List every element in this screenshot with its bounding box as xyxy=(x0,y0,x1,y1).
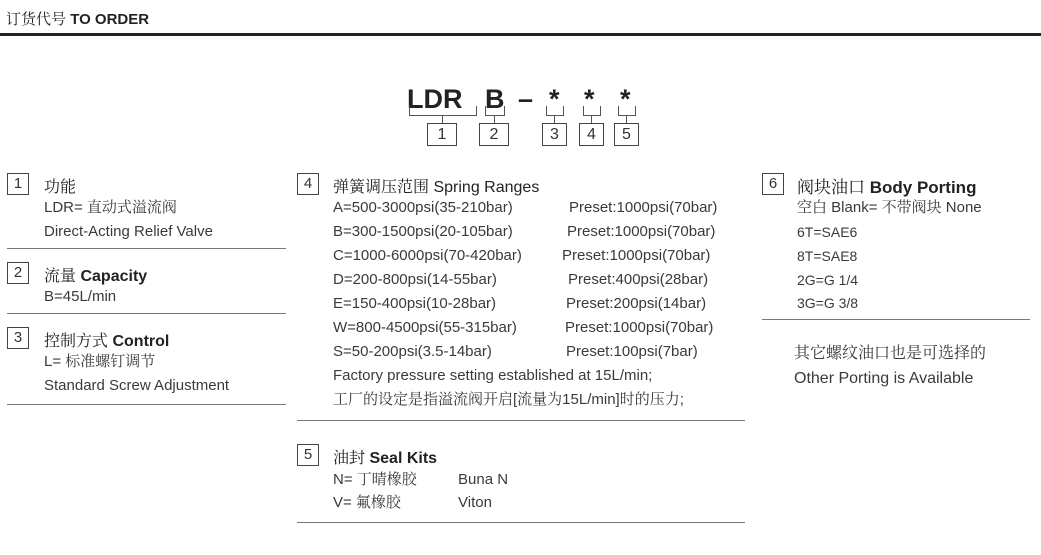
spring-range: E=150-400psi(10-28bar) xyxy=(333,295,497,312)
seal-divider xyxy=(297,522,745,523)
page-title xyxy=(6,8,149,29)
bracket-1 xyxy=(409,106,477,116)
stem-4 xyxy=(591,115,592,123)
bracket-4 xyxy=(583,106,601,116)
spring-range: S=50-200psi(3.5-14bar) xyxy=(333,343,492,360)
porting-line-1: 空白 Blank= 不带阀块 None xyxy=(797,199,982,216)
code-number-1: 1 xyxy=(427,123,457,146)
spring-note-cn: 工厂的设定是指溢流阀开启[流量为15L/min]时的压力; xyxy=(333,391,684,408)
seal-code: V= 氟橡胶 xyxy=(333,494,401,511)
title-en: TO ORDER xyxy=(70,11,150,28)
spring-row xyxy=(333,317,753,339)
code-part-star-5: * xyxy=(620,84,631,114)
porting-title: 阀块油口 Body Porting xyxy=(797,178,977,197)
header-divider xyxy=(0,33,1041,36)
spring-preset: Preset:100psi(7bar) xyxy=(566,343,698,360)
bracket-2 xyxy=(485,106,505,116)
porting-note-en: Other Porting is Available xyxy=(794,370,974,387)
spring-range: C=1000-6000psi(70-420bar) xyxy=(333,247,522,264)
control-divider xyxy=(7,404,286,405)
code-part-dash: – xyxy=(518,84,534,114)
control-line-1: L= 标准螺钉调节 xyxy=(44,353,156,370)
bracket-5 xyxy=(618,106,636,116)
function-title: 功能 xyxy=(44,179,77,196)
seal-code: N= 丁晴橡胶 xyxy=(333,471,417,488)
bracket-3 xyxy=(546,106,564,116)
title-cn: 订货代号 xyxy=(6,11,67,28)
porting-line-3: 8T=SAE8 xyxy=(797,248,858,264)
stem-3 xyxy=(554,115,555,123)
porting-line-2: 6T=SAE6 xyxy=(797,224,858,240)
capacity-line-1: B=45L/min xyxy=(44,288,117,305)
spring-row xyxy=(333,293,753,315)
spring-row xyxy=(333,245,753,267)
seal-row xyxy=(333,469,633,491)
spring-range: W=800-4500psi(55-315bar) xyxy=(333,319,517,336)
code-number-5: 5 xyxy=(614,123,639,146)
spring-preset: Preset:1000psi(70bar) xyxy=(567,223,716,240)
code-part-star-4: * xyxy=(584,84,595,114)
stem-2 xyxy=(494,115,495,123)
seal-title: 油封 Seal Kits xyxy=(333,450,438,467)
seal-name: Viton xyxy=(458,494,492,511)
porting-line-5: 3G=G 3/8 xyxy=(797,295,859,311)
code-number-3: 3 xyxy=(542,123,567,146)
spring-preset: Preset:400psi(28bar) xyxy=(568,271,709,288)
capacity-title: 流量 Capacity xyxy=(44,268,148,285)
spring-row xyxy=(333,197,753,219)
spring-row xyxy=(333,341,753,363)
porting-line-4: 2G=G 1/4 xyxy=(797,272,859,288)
function-line-2: Direct-Acting Relief Valve xyxy=(44,223,213,240)
section-number-2: 2 xyxy=(7,262,29,284)
spring-preset: Preset:1000psi(70bar) xyxy=(562,247,711,264)
spring-preset: Preset:1000psi(70bar) xyxy=(565,319,714,336)
section-number-5: 5 xyxy=(297,444,319,466)
spring-range: D=200-800psi(14-55bar) xyxy=(333,271,497,288)
spring-row xyxy=(333,269,753,291)
function-line-1: LDR= 直动式溢流阀 xyxy=(44,199,177,216)
spring-title: 弹簧调压范围 Spring Ranges xyxy=(333,179,540,196)
spring-range: B=300-1500psi(20-105bar) xyxy=(333,223,513,240)
function-divider xyxy=(7,248,286,249)
spring-note-en: Factory pressure setting established at 15L/min; xyxy=(333,367,653,384)
stem-1 xyxy=(442,115,443,123)
spring-preset: Preset:1000psi(70bar) xyxy=(569,199,718,216)
code-number-2: 2 xyxy=(479,123,509,146)
seal-row xyxy=(333,492,633,514)
control-line-2: Standard Screw Adjustment xyxy=(44,377,230,394)
spring-row xyxy=(333,221,753,243)
capacity-divider xyxy=(7,313,286,314)
seal-name: Buna N xyxy=(458,471,509,488)
code-part-ldr: LDR xyxy=(407,84,463,114)
section-number-4: 4 xyxy=(297,173,319,195)
spring-preset: Preset:200psi(14bar) xyxy=(566,295,707,312)
stem-5 xyxy=(626,115,627,123)
code-number-4: 4 xyxy=(579,123,604,146)
section-number-6: 6 xyxy=(762,173,784,195)
code-part-b: B xyxy=(485,84,505,114)
control-title: 控制方式 Control xyxy=(44,333,170,350)
spring-range: A=500-3000psi(35-210bar) xyxy=(333,199,513,216)
section-number-1: 1 xyxy=(7,173,29,195)
spring-divider xyxy=(297,420,745,421)
porting-divider xyxy=(762,319,1030,320)
code-part-star-3: * xyxy=(549,84,560,114)
porting-note-cn: 其它螺纹油口也是可选择的 xyxy=(794,345,987,362)
section-number-3: 3 xyxy=(7,327,29,349)
